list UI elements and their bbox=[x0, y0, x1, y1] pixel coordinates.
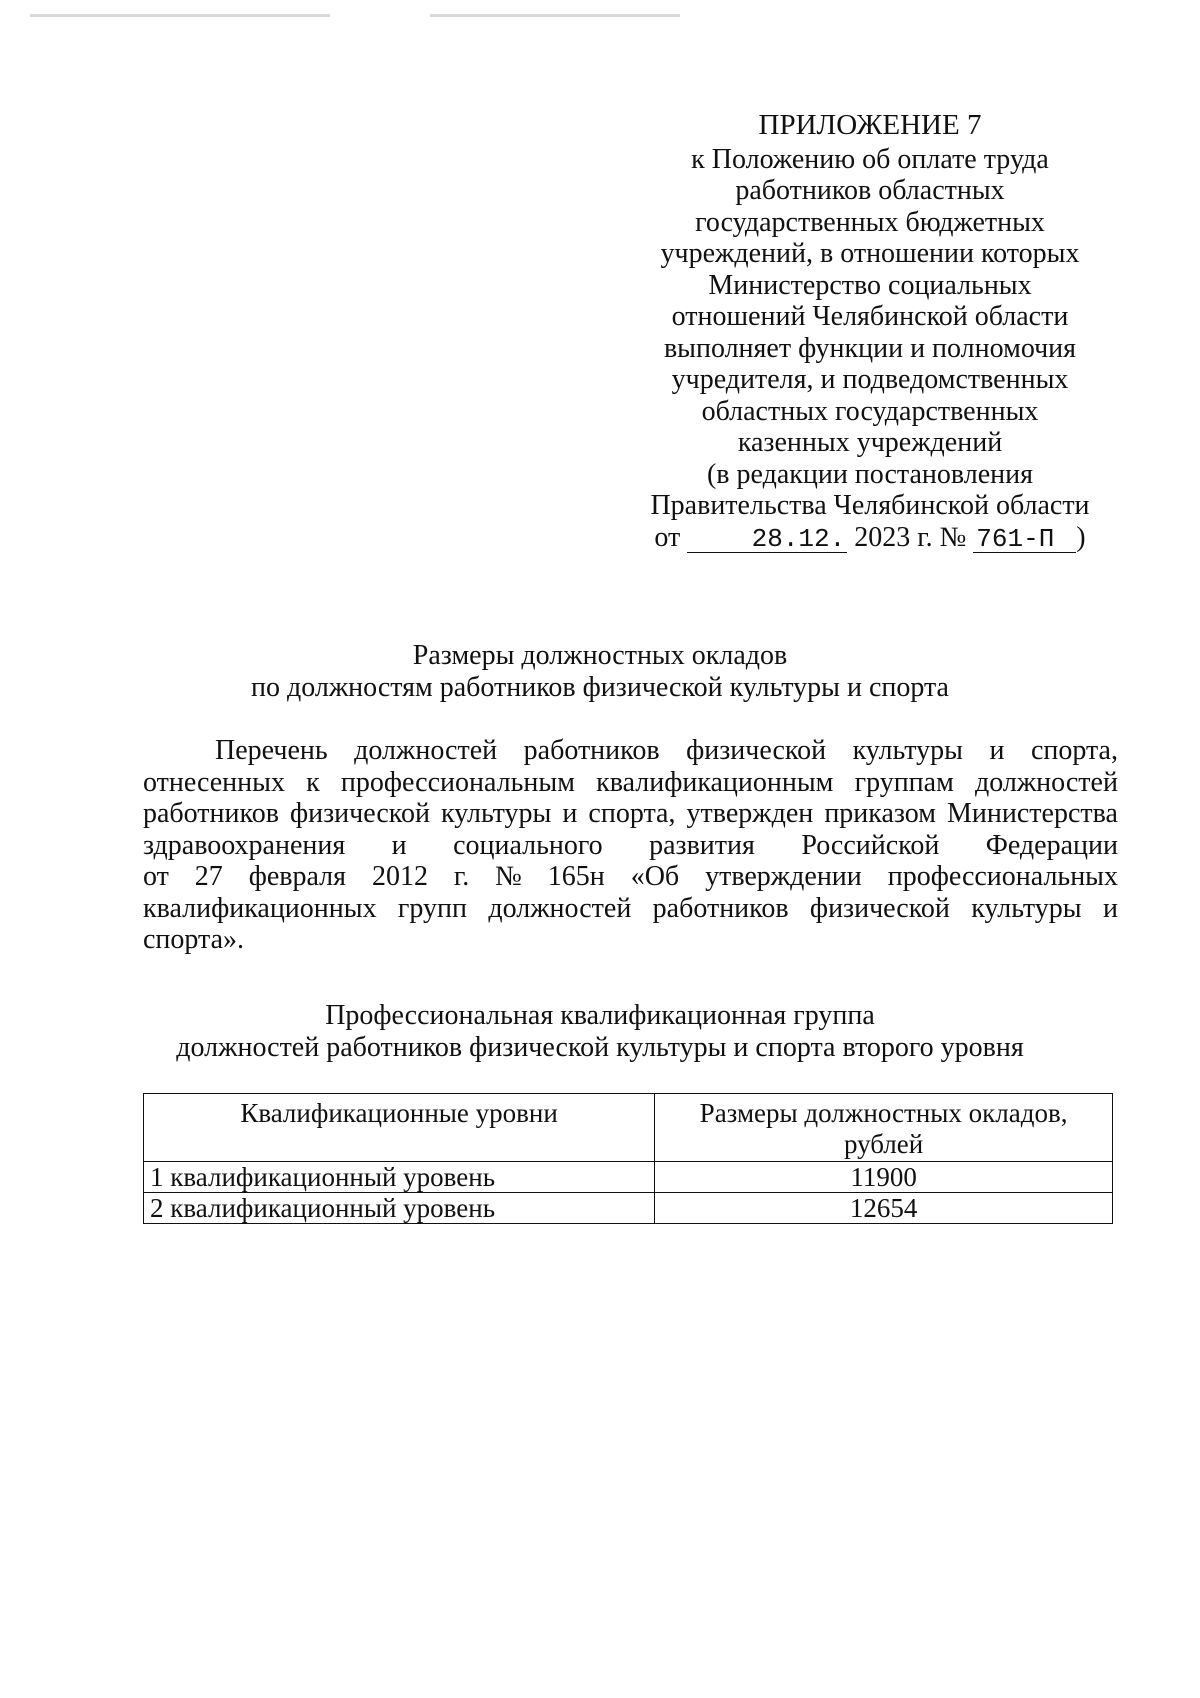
paragraph-word: 27 bbox=[194, 861, 223, 892]
paragraph-word: утверждении bbox=[705, 861, 862, 892]
date-suffix: ) bbox=[1076, 521, 1086, 553]
appendix-header bbox=[650, 110, 1090, 553]
document-heading bbox=[130, 640, 1070, 704]
paragraph-word: спорта, bbox=[1030, 735, 1118, 766]
paragraph-word: развития bbox=[649, 829, 755, 861]
paragraph-line bbox=[143, 735, 1118, 767]
appendix-line: учредителя, и подведомственных bbox=[671, 364, 1069, 395]
paragraph-word: и bbox=[391, 829, 407, 861]
date-prefix: от bbox=[654, 521, 681, 553]
paragraph-word: «Об bbox=[630, 861, 680, 892]
appendix-line: Министерство социальных bbox=[708, 269, 1032, 301]
paragraph-word: Перечень bbox=[215, 735, 328, 766]
paragraph-word: культуры bbox=[971, 892, 1082, 924]
heading-line: Размеры должностных окладов bbox=[412, 640, 788, 671]
appendix-line: областных государственных bbox=[701, 395, 1039, 427]
paragraph-word: должностей bbox=[354, 735, 498, 766]
scan-artifact bbox=[430, 14, 680, 17]
appendix-line: выполняет функции и полномочия bbox=[663, 332, 1077, 364]
paragraph-word: Федерации bbox=[985, 829, 1118, 861]
paragraph-line bbox=[143, 861, 1118, 893]
appendix-line: государственных бюджетных bbox=[695, 206, 1045, 238]
paragraph-word: работников bbox=[523, 735, 660, 766]
paragraph-word: профессиональным bbox=[340, 766, 575, 798]
paragraph-word: работников bbox=[652, 892, 789, 924]
appendix-line: Правительства Челябинской области bbox=[650, 490, 1090, 521]
salary-table bbox=[143, 1093, 1113, 1224]
paragraph-word: физической bbox=[809, 892, 950, 924]
paragraph-word: № bbox=[495, 861, 522, 892]
group-heading bbox=[130, 1000, 1070, 1064]
group-heading-line: должностей работников физической культуры и спорта второго уровня bbox=[176, 1032, 1024, 1063]
paragraph-word: 2012 bbox=[371, 861, 428, 892]
paragraph-word: к bbox=[306, 766, 320, 798]
paragraph-line bbox=[143, 798, 1118, 830]
salary-cell: 11900 bbox=[655, 1162, 1113, 1193]
paragraph-word: групп bbox=[397, 892, 468, 924]
level-cell: 2 квалификационный уровень bbox=[144, 1193, 655, 1224]
appendix-title: ПРИЛОЖЕНИЕ 7 bbox=[758, 109, 982, 141]
level-cell: 1 квалификационный уровень bbox=[144, 1162, 655, 1193]
paragraph-word: работников bbox=[143, 798, 279, 829]
heading-line: по должностям работников физической культуры и спорта bbox=[250, 672, 949, 703]
table-row bbox=[144, 1162, 1113, 1193]
paragraph-word: спорта, bbox=[588, 798, 676, 829]
resolution-number: 761-П bbox=[973, 526, 1076, 553]
appendix-line: к Положению об оплате труда bbox=[691, 143, 1049, 175]
paragraph-word: Министерства bbox=[947, 798, 1118, 829]
paragraph-word: отнесенных bbox=[143, 766, 285, 798]
salary-cell: 12654 bbox=[655, 1193, 1113, 1224]
paragraph-word: физической bbox=[289, 798, 430, 829]
paragraph-word: культуры bbox=[441, 798, 552, 829]
paragraph-word: утвержден bbox=[686, 798, 814, 829]
appendix-line: учреждений, в отношении которых bbox=[660, 238, 1080, 269]
paragraph-word: квалификационных bbox=[143, 892, 377, 924]
appendix-line: казенных учреждений bbox=[737, 427, 1003, 458]
appendix-line: работников областных bbox=[735, 175, 1005, 206]
paragraph-word: здравоохранения bbox=[143, 829, 346, 861]
table-row bbox=[144, 1193, 1113, 1224]
paragraph-word: Российской bbox=[801, 829, 940, 861]
paragraph-word: и bbox=[562, 798, 578, 829]
paragraph-word: февраля bbox=[248, 861, 347, 892]
paragraph-word: 165н bbox=[547, 861, 605, 892]
paragraph-word: и bbox=[1102, 892, 1118, 924]
paragraph-word: спорта». bbox=[143, 924, 245, 955]
paragraph-word: г. bbox=[453, 861, 470, 892]
resolution-date-line bbox=[650, 522, 1090, 554]
paragraph-word: должностей bbox=[488, 892, 632, 924]
paragraph-word: и bbox=[989, 735, 1005, 766]
header-levels: Квалификационные уровни bbox=[144, 1094, 655, 1162]
paragraph-word: приказом bbox=[824, 798, 936, 829]
table-header-row bbox=[144, 1094, 1113, 1162]
header-salaries bbox=[655, 1094, 1113, 1162]
header-salaries-text: Размеры должностных окладов, рублей bbox=[699, 1098, 1068, 1159]
body-paragraph bbox=[143, 735, 1118, 956]
paragraph-word: квалификационным bbox=[596, 766, 834, 798]
paragraph-word: социального bbox=[453, 829, 603, 861]
paragraph-word: физической bbox=[686, 735, 827, 766]
paragraph-word: профессиональных bbox=[887, 861, 1118, 892]
scan-artifact bbox=[30, 14, 330, 17]
resolution-date: 28.12. bbox=[687, 526, 847, 553]
appendix-line: отношений Челябинской области bbox=[671, 301, 1069, 332]
paragraph-word: культуры bbox=[852, 735, 963, 766]
paragraph-word: от bbox=[143, 861, 169, 892]
paragraph-line bbox=[143, 924, 1118, 956]
paragraph-line bbox=[143, 767, 1118, 799]
paragraph-line bbox=[143, 830, 1118, 862]
group-heading-line: Профессиональная квалификационная группа bbox=[325, 1000, 875, 1031]
appendix-line: (в редакции постановления bbox=[706, 458, 1034, 490]
paragraph-line bbox=[143, 893, 1118, 925]
paragraph-word: группам bbox=[854, 766, 954, 798]
paragraph-word: должностей bbox=[974, 766, 1118, 798]
date-year: 2023 г. № bbox=[854, 521, 967, 553]
